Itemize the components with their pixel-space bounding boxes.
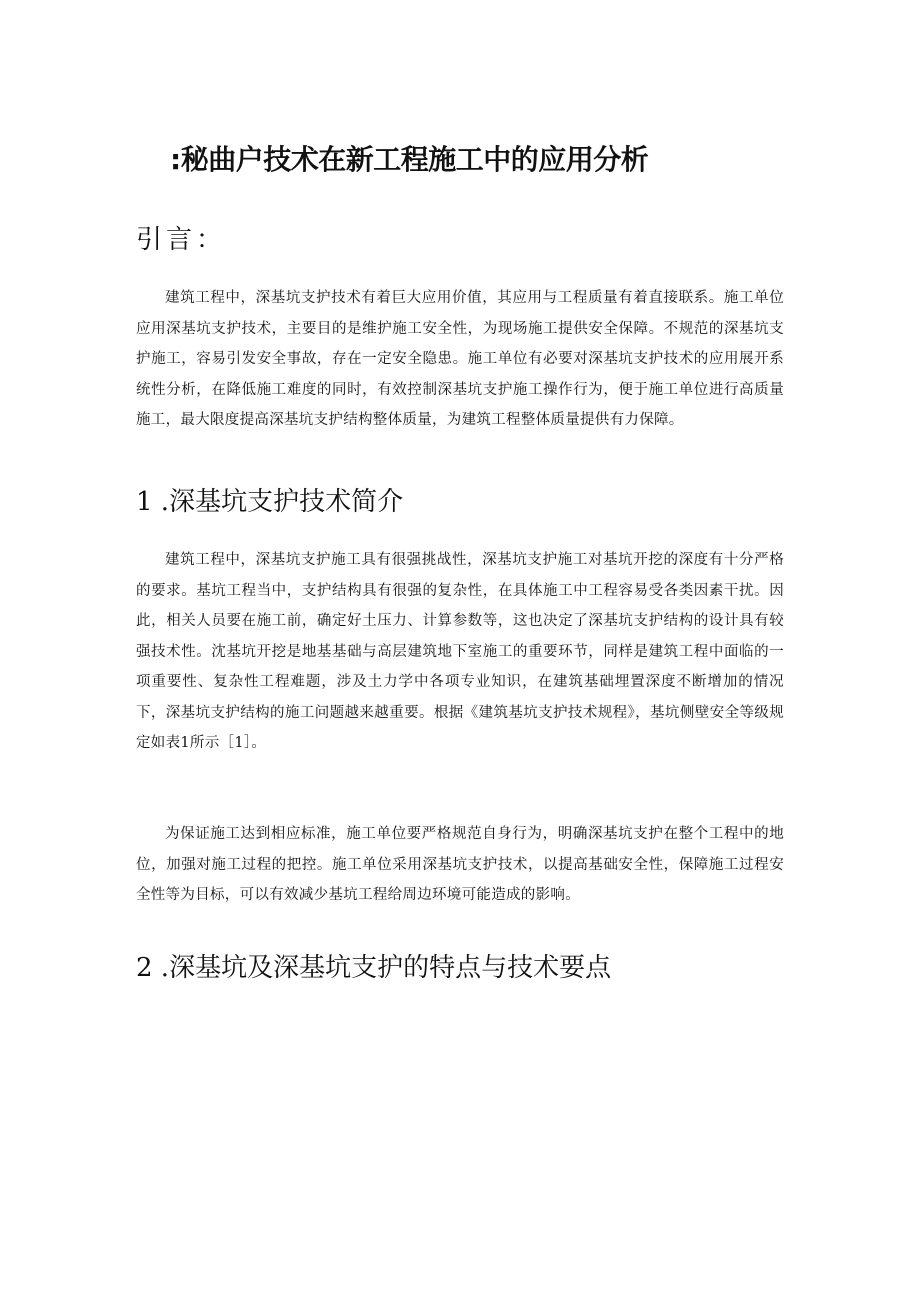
section-2-heading: 2 .深基坑及深基坑支护的特点与技术要点 bbox=[136, 953, 612, 983]
document-title: :秘曲户技术在新工程施工中的应用分析 bbox=[170, 143, 649, 176]
section-1-paragraph-1: 建筑工程中，深基坑支护施工具有很强挑战性，深基坑支护施工对基坑开挖的深度有十分严格的要求。基坑工程当中，支护结构具有很强的复杂性，在具体施工中工程容易受各类因素干扰。因此，相关人员要在施工前，确定好土压力、计算参数等，这也决定了深基坑支护结构的设计具有较强技术性。沈基坑开挖是地基基础与高层建筑地下室施工的重要环节，同样是建筑工程中面临的一项重要性、复杂性工程难题，涉及土力学中各项专业知识，在建筑基础埋置深度不断增加的情况下，深基坑支护结构的施工问题越来越重要。根据《建筑基坑支护技术规程》，基坑侧壁安全等级规定如表1所示［1］。 bbox=[136, 552, 784, 751]
section-1-paragraph-2: 为保证施工达到相应标准，施工单位要严格规范自身行为，明确深基坑支护在整个工程中的地位，加强对施工过程的把控。施工单位采用深基坑支护技术，以提高基础安全性，保障施工过程安全性等为目标，可以有效减少基坑工程给周边环境可能造成的影响。 bbox=[136, 826, 784, 903]
intro-paragraph: 建筑工程中，深基坑支护技术有着巨大应用价值，其应用与工程质量有着直接联系。施工单位应用深基坑支护技术，主要目的是维护施工安全性，为现场施工提供安全保障。不规范的深基坑支护施工，容易引发安全事故，存在一定安全隐患。施工单位有必要对深基坑支护技术的应用展开系统性分析，在降低施工难度的同时，有效控制深基坑支护施工操作行为，便于施工单位进行高质量施工，最大限度提高深基坑支护结构整体质量，为建筑工程整体质量提供有力保障。 bbox=[136, 290, 784, 428]
section-1-heading: 1 .深基坑支护技术简介 bbox=[136, 487, 404, 517]
intro-heading: 引言： bbox=[136, 225, 227, 255]
